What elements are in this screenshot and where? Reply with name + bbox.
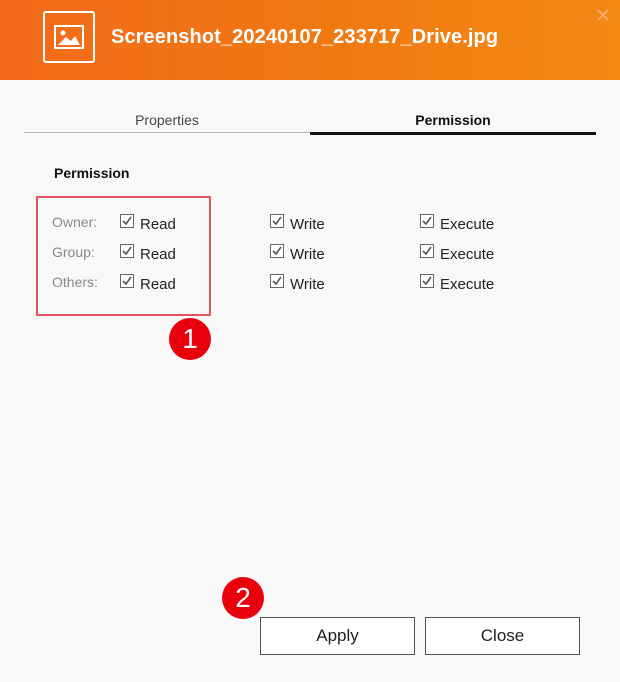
owner-execute-checkbox[interactable] [420,214,494,234]
group-execute-checkbox[interactable] [420,244,494,264]
others-write-checkbox[interactable] [270,274,325,294]
checkbox-label: Read [140,246,176,263]
title-bar [0,0,620,80]
group-write-checkbox[interactable] [270,244,325,264]
checkmark-icon [420,274,434,288]
checkmark-icon [420,244,434,258]
checkmark-icon [420,214,434,228]
checkbox-label: Execute [440,246,495,263]
row-label-group: Group: [52,244,95,260]
checkbox-label: Read [140,276,176,293]
tab-bar [24,110,596,134]
checkmark-icon [270,214,284,228]
annotation-badge-1: 1 [169,318,211,360]
checkbox-label: Read [140,216,176,233]
window-title: Screenshot_20240107_233717_Drive.jpg [111,26,499,48]
section-title: Permission [54,165,130,181]
checkbox-label: Execute [440,276,495,293]
annotation-badge-2: 2 [222,577,264,619]
row-label-others: Others: [52,274,98,290]
tab-properties[interactable]: Properties [24,110,310,133]
image-icon [43,11,95,63]
owner-write-checkbox[interactable] [270,214,325,234]
tab-permission[interactable]: Permission [310,110,596,135]
checkbox-label: Execute [440,216,495,233]
close-icon[interactable] [594,6,612,24]
checkbox-label: Write [290,246,325,263]
checkmark-icon [270,244,284,258]
checkbox-label: Write [290,216,325,233]
checkbox-label: Write [290,276,325,293]
apply-button[interactable]: Apply [260,617,415,655]
annotation-highlight-box [36,196,211,316]
row-label-owner: Owner: [52,214,98,230]
others-execute-checkbox[interactable] [420,274,494,294]
checkmark-icon [270,274,284,288]
close-button[interactable]: Close [425,617,580,655]
